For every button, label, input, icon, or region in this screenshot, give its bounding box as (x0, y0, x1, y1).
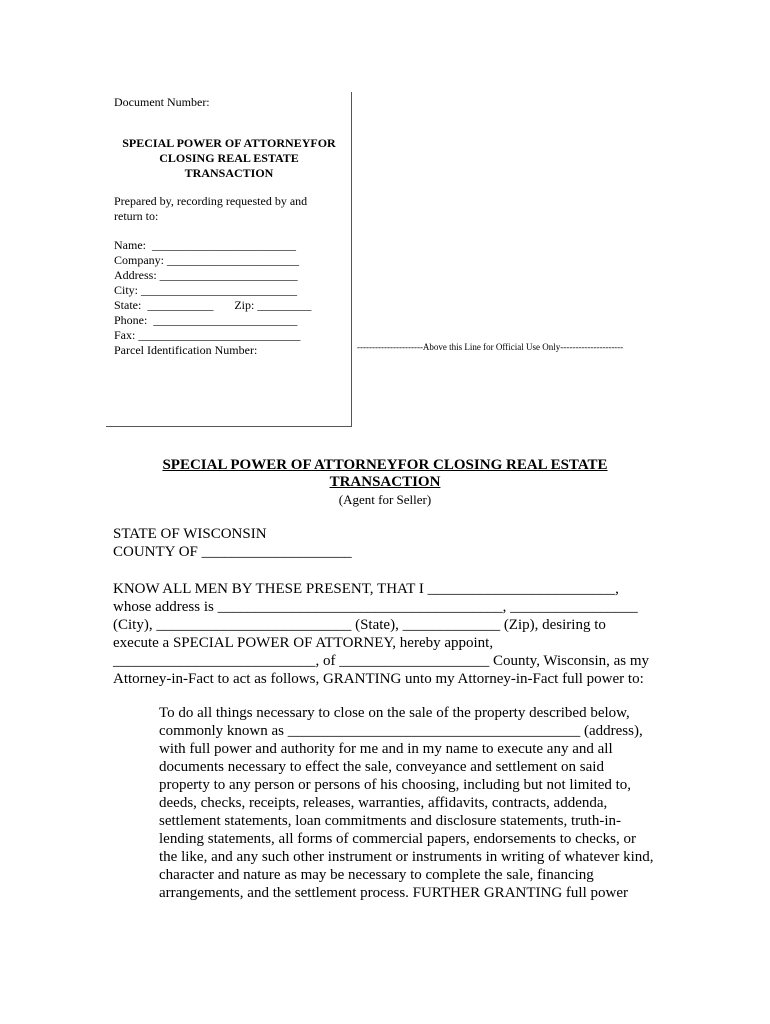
text-line: KNOW ALL MEN BY THESE PRESENT, THAT I _________________________, (113, 581, 619, 597)
recording-box-title (112, 136, 346, 181)
prepared-line: Prepared by, recording requested by and (114, 194, 308, 208)
text-line: property to any person or persons of his choosing, including but not limited to, (159, 777, 632, 793)
county-line: COUNTY OF ____________________ (113, 544, 352, 560)
city-field: City: __________________________ (114, 283, 298, 297)
recording-title-line: TRANSACTION (184, 166, 274, 180)
text-line: documents necessary to effect the sale, conveyance and settlement on said (159, 759, 604, 775)
text-line: character and nature as may be necessary to complete the sale, financing (159, 867, 594, 883)
text-line: settlement statements, loan commitments and disclosure statements, truth-in- (159, 813, 621, 829)
text-line: arrangements, and the settlement process. FURTHER GRANTING full power (159, 885, 628, 901)
text-line: Attorney-in-Fact to act as follows, GRANTING unto my Attorney-in-Fact full power to: (113, 671, 644, 687)
document-title-line: TRANSACTION (329, 474, 441, 490)
state-county-block (113, 525, 352, 561)
powers-paragraph (159, 704, 653, 902)
recording-title-line: CLOSING REAL ESTATE (159, 151, 299, 165)
text-line: whose address is ______________________________________, _________________ (113, 599, 638, 615)
fax-field: Fax: ___________________________ (114, 328, 301, 342)
document-title-line: SPECIAL POWER OF ATTORNEYFOR CLOSING REAL ESTATE (162, 457, 608, 473)
phone-field: Phone: ________________________ (114, 313, 298, 327)
parcel-id-field: Parcel Identification Number: (114, 343, 258, 357)
company-field: Company: ______________________ (114, 253, 299, 267)
text-line: lending statements, all forms of commercial papers, endorsements to checks, or (159, 831, 636, 847)
document-subtitle: (Agent for Seller) (338, 492, 432, 507)
prepared-by-text (114, 194, 339, 224)
text-line: the like, and any such other instrument or instruments in writing of whatever kind, (159, 849, 654, 865)
text-line: deeds, checks, receipts, releases, warranties, affidavits, contracts, addenda, (159, 795, 608, 811)
text-line: execute a SPECIAL POWER OF ATTORNEY, hereby appoint, (113, 635, 494, 651)
recording-title-line: SPECIAL POWER OF ATTORNEYFOR (122, 136, 336, 150)
name-field: Name: ________________________ (114, 238, 296, 252)
document-title (100, 457, 670, 491)
know-all-men-paragraph (113, 580, 649, 688)
return-to-fields (114, 238, 350, 358)
official-use-line: ----------------------Above this Line for Official Use Only--------------------- (357, 342, 624, 352)
prepared-line: return to: (114, 209, 159, 223)
text-line: To do all things necessary to close on the sale of the property described below, (159, 705, 630, 721)
text-line: commonly known as _______________________________________ (address), (159, 723, 643, 739)
text-line: with full power and authority for me and in my name to execute any and all (159, 741, 613, 757)
document-number-label: Document Number: (114, 95, 210, 109)
text-line: (City), __________________________ (State), _____________ (Zip), desiring to (113, 617, 606, 633)
state-zip-field: State: ___________ Zip: _________ (114, 298, 312, 312)
state-line: STATE OF WISCONSIN (113, 526, 267, 542)
text-line: ___________________________, of ____________________ County, Wisconsin, as my (113, 653, 650, 669)
address-field: Address: _______________________ (114, 268, 298, 282)
